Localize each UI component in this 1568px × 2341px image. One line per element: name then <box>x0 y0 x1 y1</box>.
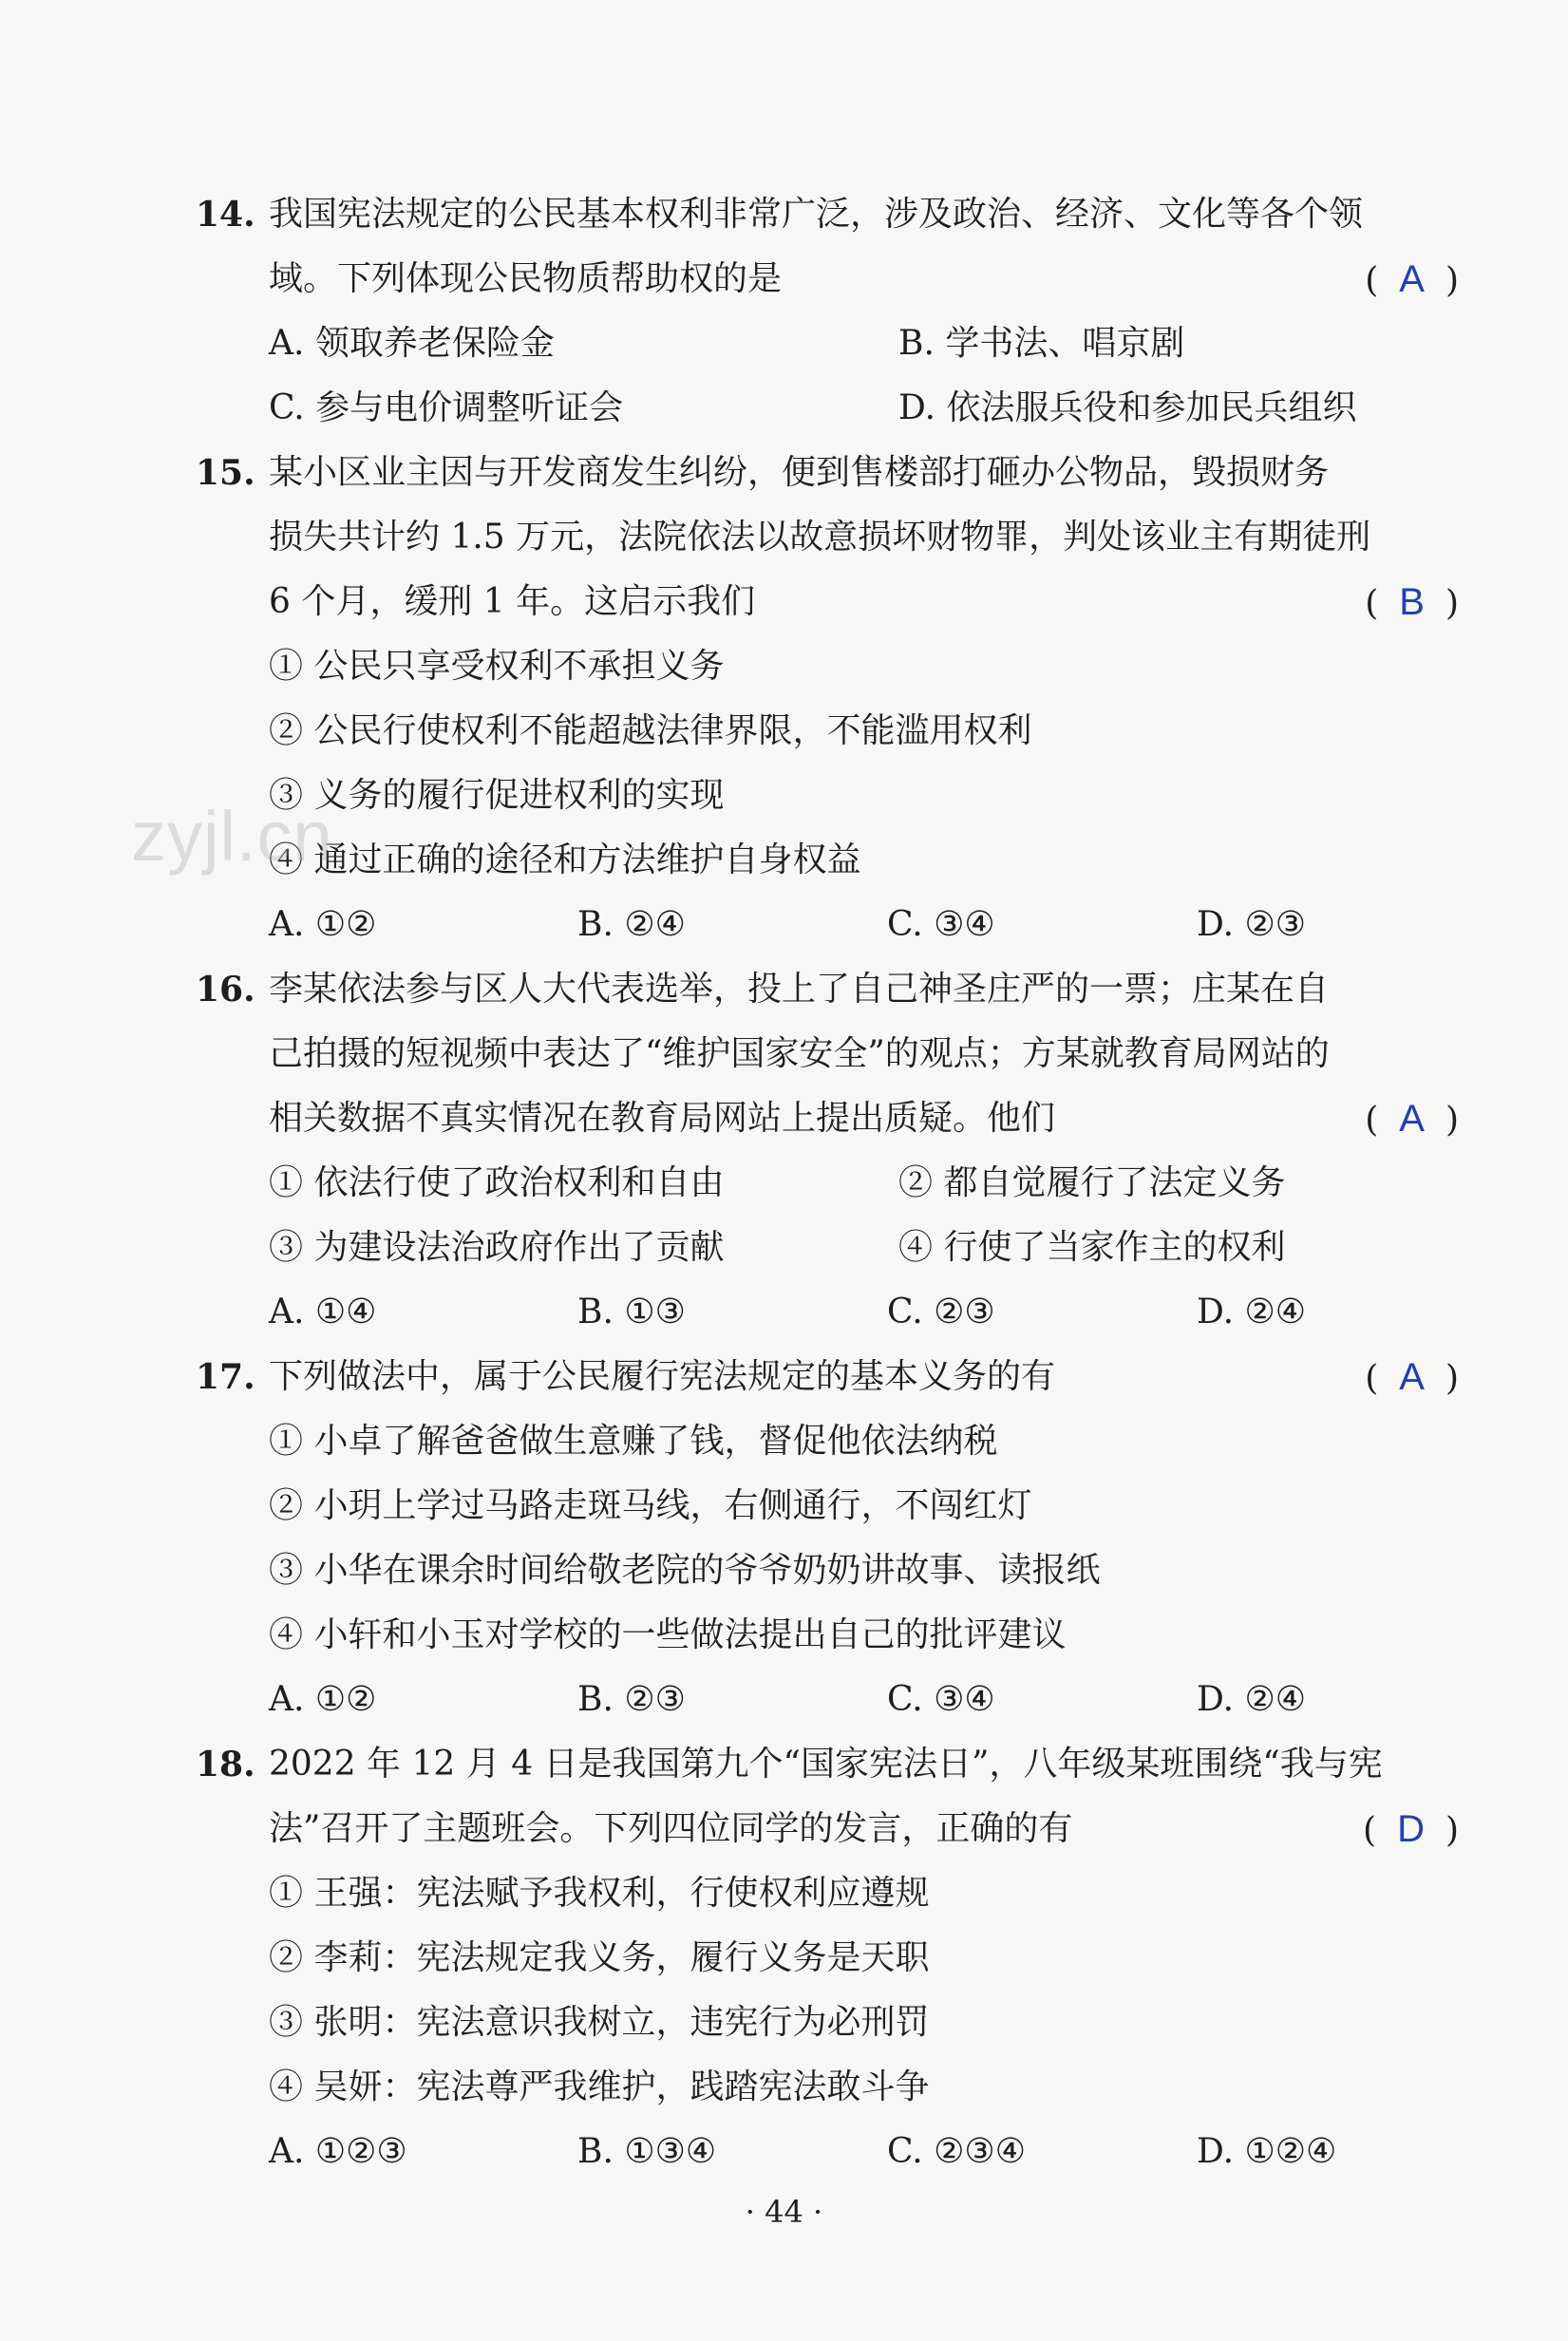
statement: ② 小玥上学过马路走斑马线，右侧通行，不闯红灯 <box>269 1486 1032 1525</box>
question-text: 我国宪法规定的公民基本权利非常广泛，涉及政治、经济、文化等各个领 <box>269 195 1364 234</box>
question-text: 域。下列体现公民物质帮助权的是 <box>269 259 783 298</box>
statement: ① 依法行使了政治权利和自由 <box>269 1163 725 1202</box>
watermark: zyjl.cn <box>131 797 333 876</box>
question-line <box>196 1732 1459 1797</box>
statement-pair <box>196 1216 1459 1280</box>
answer-box: ( B ) <box>1365 581 1459 623</box>
statement: ③ 义务的履行促进权利的实现 <box>269 776 725 815</box>
statement: ① 公民只享受权利不承担义务 <box>269 647 725 686</box>
option-b: B. 学书法、唱京剧 <box>898 324 1185 363</box>
question-number: 18. <box>196 1745 255 1784</box>
question-line <box>196 1022 1459 1086</box>
choices-row <box>196 1668 1459 1732</box>
question-18 <box>196 1732 1459 2184</box>
choices-row <box>196 893 1459 957</box>
statement: ③ 为建设法治政府作出了贡献 <box>269 1228 725 1267</box>
choice-d: D. ①②④ <box>1197 2132 1337 2171</box>
answer-box: ( A ) <box>1365 258 1459 300</box>
question-line <box>196 441 1459 505</box>
statement: ① 小卓了解爸爸做生意赚了钱，督促他依法纳税 <box>269 1422 998 1461</box>
choice-d: D. ②④ <box>1197 1293 1307 1331</box>
question-text: 6 个月，缓刑 1 年。这启示我们 <box>269 582 756 621</box>
choice-c: C. ③④ <box>887 905 995 944</box>
question-text: 相关数据不真实情况在教育局网站上提出质疑。他们 <box>269 1099 1056 1138</box>
answer-box: ( A ) <box>1365 1098 1459 1140</box>
question-15 <box>196 441 1459 957</box>
statement: ④ 吴妍：宪法尊严我维护，践踏宪法敢斗争 <box>269 2067 930 2106</box>
answer-letter: A <box>1399 1098 1425 1140</box>
question-text: 己拍摄的短视频中表达了“维护国家安全”的观点；方某就教育局网站的 <box>269 1034 1330 1073</box>
question-text: 某小区业主因与开发商发生纠纷，便到售楼部打砸办公物品，毁损财务 <box>269 453 1330 492</box>
statement: ① 王强：宪法赋予我权利，行使权利应遵规 <box>269 1874 930 1913</box>
choice-a: A. ①④ <box>269 1293 377 1331</box>
question-text: 法”召开了主题班会。下列四位同学的发言，正确的有 <box>269 1809 1073 1848</box>
choice-b: B. ①③ <box>577 1293 686 1331</box>
choice-d: D. ②③ <box>1197 905 1307 944</box>
question-16 <box>196 957 1459 1345</box>
answer-letter: D <box>1397 1808 1425 1850</box>
question-text: 李某依法参与区人大代表选举，投上了自己神圣庄严的一票；庄某在自 <box>269 970 1330 1009</box>
question-line <box>196 1086 1459 1151</box>
choice-c: C. ③④ <box>887 1680 995 1719</box>
options-row <box>196 376 1459 441</box>
statement: ③ 张明：宪法意识我树立，违宪行为必刑罚 <box>269 2003 930 2042</box>
statement-pair <box>196 1151 1459 1216</box>
question-14 <box>196 182 1459 441</box>
statement: ③ 小华在课余时间给敬老院的爷爷奶奶讲故事、读报纸 <box>269 1551 1101 1590</box>
choice-b: B. ②③ <box>577 1680 686 1719</box>
answer-letter: A <box>1399 1356 1425 1398</box>
choices-row <box>196 2120 1459 2184</box>
statement: ④ 小轩和小玉对学校的一些做法提出自己的批评建议 <box>269 1615 1067 1654</box>
question-number: 15. <box>196 453 255 493</box>
answer-letter: A <box>1399 258 1425 300</box>
question-line <box>196 570 1459 634</box>
choice-c: C. ②③④ <box>887 2132 1026 2171</box>
choice-d: D. ②④ <box>1197 1680 1307 1719</box>
choice-a: A. ①②③ <box>269 2132 407 2171</box>
answer-letter: B <box>1399 581 1425 623</box>
choice-b: B. ②④ <box>577 905 686 944</box>
statement: ④ 行使了当家作主的权利 <box>898 1228 1286 1267</box>
option-c: C. 参与电价调整听证会 <box>269 388 624 427</box>
statement: ④ 通过正确的途径和方法维护自身权益 <box>269 840 861 879</box>
answer-box: ( A ) <box>1365 1356 1459 1398</box>
question-line <box>196 1797 1459 1861</box>
answer-box: ( D ) <box>1363 1808 1459 1850</box>
choice-a: A. ①② <box>269 1680 377 1719</box>
choice-a: A. ①② <box>269 905 377 944</box>
question-line <box>196 1345 1459 1409</box>
statement: ② 李莉：宪法规定我义务，履行义务是天职 <box>269 1938 930 1977</box>
question-line <box>196 957 1459 1022</box>
options-row <box>196 312 1459 376</box>
question-number: 14. <box>196 195 255 235</box>
question-text: 2022 年 12 月 4 日是我国第九个“国家宪法日”，八年级某班围绕“我与宪 <box>269 1745 1383 1784</box>
question-number: 17. <box>196 1357 255 1397</box>
option-d: D. 依法服兵役和参加民兵组织 <box>898 388 1357 427</box>
page-number: · 44 · <box>745 2194 823 2230</box>
statement: ② 都自觉履行了法定义务 <box>898 1163 1286 1202</box>
choice-b: B. ①③④ <box>577 2132 717 2171</box>
question-line <box>196 182 1459 247</box>
option-a: A. 领取养老保险金 <box>269 324 555 363</box>
statement: ② 公民行使权利不能超越法律界限，不能滥用权利 <box>269 711 1032 750</box>
choice-c: C. ②③ <box>887 1293 995 1331</box>
question-17 <box>196 1345 1459 1732</box>
question-line <box>196 505 1459 570</box>
question-text: 损失共计约 1.5 万元，法院依法以故意损坏财物罪，判处该业主有期徒刑 <box>269 518 1371 557</box>
question-text: 下列做法中，属于公民履行宪法规定的基本义务的有 <box>269 1357 1056 1396</box>
question-line <box>196 247 1459 312</box>
choices-row <box>196 1280 1459 1345</box>
question-number: 16. <box>196 970 255 1010</box>
